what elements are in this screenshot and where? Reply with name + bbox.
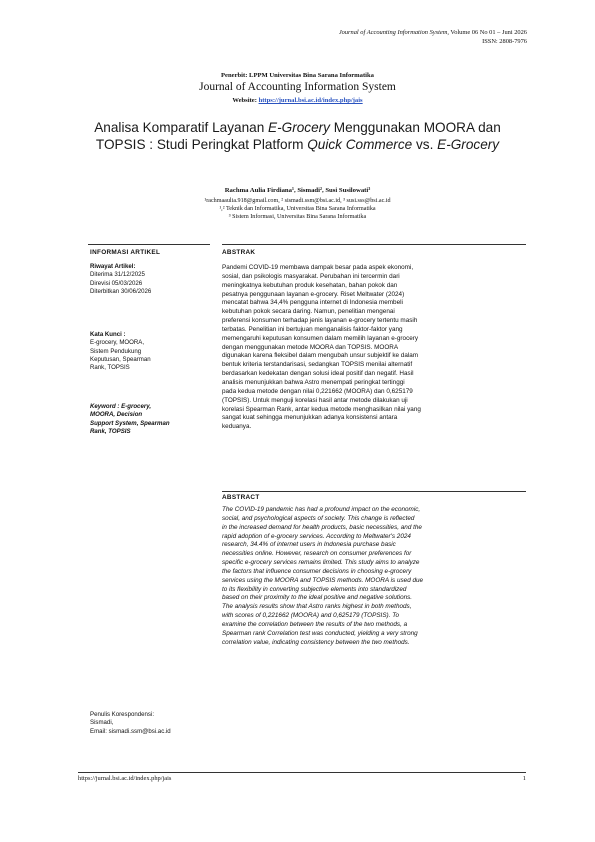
left-column-rule [88,244,210,245]
abstract-line: Spearman rank Correlation test was conducted, yielding a very strong [222,629,418,637]
history-published: Diterbitkan 30/06/2026 [90,287,152,295]
keywords-label: Kata Kunci : [90,331,126,338]
keywords-line: E-grocery, MOORA, [90,339,145,347]
corresponding-name: Sismadi, [90,719,114,727]
journal-name: Journal of Accounting Information System [199,81,396,93]
keywords-en-line: Rank, TOPSIS [90,427,131,435]
abstrak-line: dengan menggunakan metode MOORA dan TOPSIS. MOORA [222,343,399,351]
abstrak-line: digunakan karena fleksibel dalam mengubah unsur subjektif ke dalam [222,352,419,360]
keywords-en [90,403,210,436]
history-label: Riwayat Artikel: [90,263,136,270]
affiliation-1: ¹,² Teknik dan Informatika, Universitas Bina Sarana Informatika [219,206,376,212]
website-link[interactable]: https://jurnal.bsi.ac.id/index.php/jais [258,97,363,104]
abstract-line: specific e-grocery services remains limited. This study aims to analyze [222,559,420,567]
affiliation-2: ³ Sistem Informasi, Universitas Bina Sarana Informatika [228,214,367,220]
abstrak-line: sosial, dan psikologis masyarakat. Perubahan ini tercermin dari [222,272,400,280]
abstrak-line: mencatat bahwa 34,4% pengguna internet di Indonesia membeli [222,299,403,307]
abstrak-line: memengaruhi keputusan konsumen dalam memilih layanan e-grocery [222,334,419,342]
abstrak-line: Pandemi COVID-19 membawa dampak besar pada aspek ekonomi, [222,264,414,271]
title-part3: vs. [412,137,438,153]
abstrak-line: berdasarkan kedekatan dengan solusi ideal positif dan negatif. Hasil [222,370,414,378]
abstrak-line: sangat kuat sehingga menunjukkan adanya konsistensi antara [222,414,398,422]
abstrak-line: bentuk kriteria terstandarisasi, sedangkan TOPSIS menilai alternatif [222,361,413,369]
abstrak-line: pesatnya penggunaan layanan e-grocery. Riset Meltwater (2024) [222,290,405,298]
abstract-line: social, and psychological aspects of society. This change is reflected [222,514,415,522]
running-header-line1 [339,28,527,37]
abstract-line: based on their proximity to the ideal positive and negative solutions. [222,594,413,602]
abstract-heading: ABSTRACT [222,494,260,501]
abstrak-line: korelasi Spearman Rank, antar kedua metode menghasilkan nilai yang [222,405,421,413]
abstract-line: services using the MOORA and TOPSIS methods. MOORA is used due [222,576,424,584]
history-revised: Direvisi 05/03/2026 [90,279,143,287]
abstract-line: the factors that influence consumer decisions in choosing e-grocery [222,567,412,575]
article-history [90,263,210,296]
authors: Rachma Aulia Firdiana¹, Sismadi², Susi Susilowati³ [224,187,371,194]
keywords-en-line: Keyword : E-grocery, [90,403,152,410]
abstract-line: with scores of 0,221662 (MOORA) and 0,625179 (TOPSIS). To [222,612,400,620]
abstract-line: correlation value, indicating consistency between the two methods. [222,638,410,646]
website-line [0,97,595,104]
keywords-id [90,331,210,372]
abstrak-line: meningkatnya kebutuhan produk kesehatan, bahan pokok dan [222,281,398,289]
abstrak-line: keduanya. [222,423,252,431]
page-number: 1 [522,775,526,782]
title-italic1: E-Grocery [268,120,330,135]
keywords-en-line: Support System, Spearman [90,419,170,427]
title-part1: Analisa Komparatif Layanan [94,120,269,135]
abstract-body [222,506,526,648]
history-received: Diterima 31/12/2025 [90,271,145,279]
keywords-line: Keputusan, Spearman [90,355,151,363]
abstrak-line: preferensi konsumen terhadap jenis layanan e-grocery tertentu masih [222,317,418,325]
running-issn: ISSN: 2808-7976 [482,38,527,45]
abstrak-body [222,264,526,432]
running-journal-title: Journal of Accounting Information System, [338,29,449,36]
abstrak-line: terbatas. Penelitian ini bertujuan menganalisis faktor-faktor yang [222,325,403,333]
abstract-line: The analysis results show that Astro ranks highest in both methods, [222,603,412,611]
abstrak-line: kebutuhan pokok secara daring. Namun, penelitian mengenai [222,308,395,316]
abstract-line: rapid adoption of e-grocery services. According to Meltwater's 2024 [222,532,411,540]
running-volume: Volume 06 No 01 – Juni 2026 [450,29,527,36]
title-italic3: E-Grocery [437,137,500,153]
article-info-heading: INFORMASI ARTIKEL [90,249,161,256]
keywords-line: Sistem Pendukung [90,347,142,355]
corresponding-label: Penulis Korespondensi: [90,711,155,718]
corresponding-author [90,711,210,736]
abstract-line: in the increased demand for health products, basic necessities, and the [222,523,422,531]
abstrak-line: analisis menunjukkan bahwa Astro menempati peringkat tertinggi [222,378,405,386]
abstract-line: necessities online. However, research on consumer preferences for [222,550,412,558]
paper-title [70,119,525,154]
abstract-line: to its flexibility in converting subjective elements into standardized [222,585,407,593]
running-header [339,28,527,46]
title-part2: Menggunakan MOORA dan TOPSIS : Studi Peringkat Platform [95,120,501,153]
abstrak-line: (TOPSIS). Untuk menguji korelasi hasil antar metode dilakukan uji [222,396,408,404]
footer-rule [78,772,526,773]
abstract-top-rule [222,244,526,245]
abstract-line: research, 34.4% of internet users in Indonesia purchase basic [222,541,396,549]
keywords-line: Rank, TOPSIS [90,364,130,372]
keywords-en-line: MOORA, Decision [90,411,143,419]
abstrak-heading: ABSTRAK [222,249,256,256]
author-emails: ¹rachmaaulia.918@gmail.com, ² sismadi.ssm@bsi.ac.id, ³ susi.sss@bsi.ac.id [204,198,391,204]
footer-url[interactable]: https://jurnal.bsi.ac.id/index.php/jais [78,775,172,782]
title-italic2: Quick Commerce [307,137,413,153]
website-label: Website: [232,97,257,104]
corresponding-email: Email: sismadi.ssm@bsi.ac.id [90,727,171,735]
abstract-line: The COVID-19 pandemic has had a profound impact on the economic, [222,506,421,513]
abstrak-line: pada kedua metode dengan nilai 0,221662 (MOORA) dan 0,625179 [222,387,413,395]
publisher-line: Penerbit: LPPM Universitas Bina Sarana Informatika [221,72,374,79]
abstract-mid-rule [222,491,526,492]
abstract-line: examine the correlation between the results of the two methods, a [222,620,408,628]
